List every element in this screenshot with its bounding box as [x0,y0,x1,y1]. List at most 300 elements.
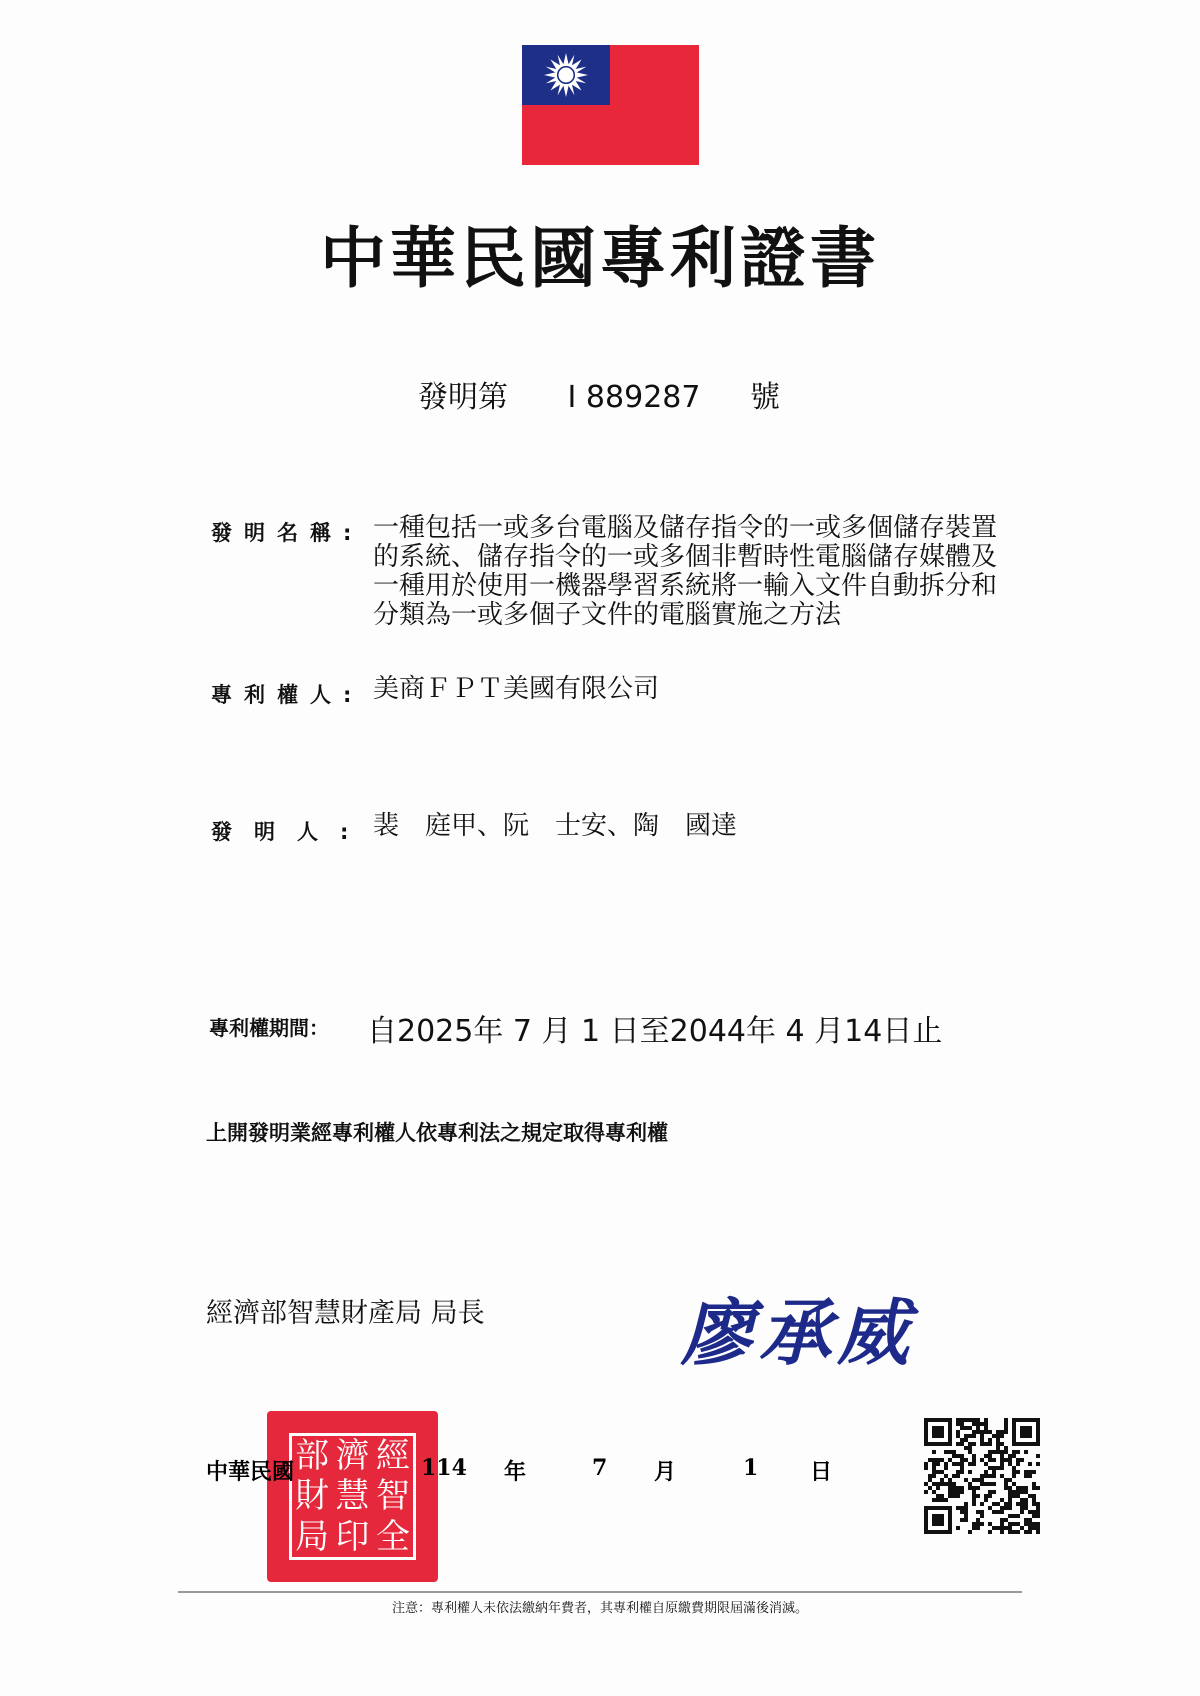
qr-module [1020,1498,1024,1502]
inventors-label: 發明人: [211,820,371,844]
qr-module [932,1466,936,1470]
qr-module [924,1482,928,1486]
date-month: 7 [592,1455,608,1481]
qr-module [1020,1526,1024,1530]
qr-module [972,1458,976,1462]
qr-module [940,1470,944,1474]
qr-module [968,1486,972,1490]
qr-module [1000,1474,1004,1478]
qr-module [1012,1470,1016,1474]
qr-module [1016,1494,1020,1498]
qr-module [928,1458,932,1462]
qr-module [1028,1518,1032,1522]
qr-module [960,1490,964,1494]
qr-module [1024,1490,1028,1494]
patent-term-label: 專利權期間： [209,1016,329,1040]
qr-module [960,1422,964,1426]
qr-module [932,1490,936,1494]
qr-module [1032,1482,1036,1486]
qr-module [936,1470,940,1474]
qr-module [936,1494,940,1498]
qr-module [1032,1486,1036,1490]
qr-module [932,1498,936,1502]
qr-module [1020,1510,1024,1514]
qr-module [1004,1446,1008,1450]
qr-module [992,1510,996,1514]
qr-module [960,1426,964,1430]
qr-module [956,1454,960,1458]
qr-module [932,1462,936,1466]
qr-module [928,1478,932,1482]
qr-module [968,1418,972,1422]
qr-module [928,1486,932,1490]
qr-module [948,1458,952,1462]
qr-module [944,1462,948,1466]
qr-module [1008,1458,1012,1462]
qr-module [1000,1510,1004,1514]
qr-module [956,1490,960,1494]
qr-module [924,1490,928,1494]
qr-module [1004,1430,1008,1434]
qr-module [960,1506,964,1510]
qr-module [976,1494,980,1498]
qr-module [1012,1474,1016,1478]
qr-module [956,1462,960,1466]
qr-module [992,1474,996,1478]
qr-module [976,1422,980,1426]
qr-module [980,1422,984,1426]
qr-module [952,1482,956,1486]
qr-module [960,1438,964,1442]
qr-module [996,1434,1000,1438]
qr-module [1036,1514,1040,1518]
patent-term-value: 自2025年 7 月 1 日至2044年 4 月14日止 [367,1014,943,1049]
qr-module [1012,1466,1016,1470]
qr-module [980,1478,984,1482]
qr-module [1024,1518,1028,1522]
qr-module [996,1446,1000,1450]
qr-module [960,1442,964,1446]
seal-character: 經 [375,1436,410,1476]
qr-module [952,1474,956,1478]
qr-module [1004,1526,1008,1530]
qr-module [1012,1450,1016,1454]
qr-module [984,1442,988,1446]
qr-module [960,1510,964,1514]
invention-name-value: 一種包括一或多台電腦及儲存指令的一或多個儲存裝置的系統、儲存指令的一或多個非暫時性電腦儲存媒體及一種用於使用一機器學習系統將一輸入文件自動拆分和分類為一或多個子文件的電腦實施之方法 [373,513,998,630]
footer-divider [178,1591,1022,1593]
qr-module [976,1486,980,1490]
qr-module [988,1474,992,1478]
qr-module [928,1474,932,1478]
qr-module [1036,1530,1040,1534]
qr-finder [932,1426,944,1438]
qr-module [1004,1482,1008,1486]
qr-module [988,1466,992,1470]
qr-module [956,1526,960,1530]
qr-module [956,1434,960,1438]
qr-module [1028,1494,1032,1498]
qr-module [1016,1530,1020,1534]
qr-module [1012,1490,1016,1494]
qr-module [992,1434,996,1438]
qr-module [996,1450,1000,1454]
certificate-title: 中華民國專利證書 [320,220,880,297]
qr-module [924,1462,928,1466]
qr-module [1012,1522,1016,1526]
date-day: 1 [743,1455,759,1481]
qr-module [972,1430,976,1434]
qr-module [980,1510,984,1514]
qr-module [968,1450,972,1454]
qr-module [1028,1526,1032,1530]
qr-module [1036,1502,1040,1506]
qr-module [1032,1522,1036,1526]
qr-module [984,1494,988,1498]
qr-module [1012,1454,1016,1458]
qr-module [1036,1486,1040,1490]
qr-module [960,1466,964,1470]
official-seal [267,1411,438,1582]
qr-module [940,1482,944,1486]
qr-module [956,1470,960,1474]
qr-module [1020,1486,1024,1490]
qr-module [956,1506,960,1510]
qr-module [980,1514,984,1518]
patent-number-line [418,372,780,416]
qr-module [1004,1518,1008,1522]
seal-character: 財 [295,1476,330,1517]
patentee-value: 美商ＦＰＴ美國有限公司 [373,674,660,704]
qr-module [952,1494,956,1498]
seal-character: 部 [295,1436,330,1476]
patentee-label: 專利權人: [211,683,364,707]
qr-module [1024,1502,1028,1506]
qr-module [964,1434,968,1438]
qr-module [1004,1426,1008,1430]
qr-module [1024,1450,1028,1454]
patent-number-prefix: 發明第 [418,380,508,415]
qr-module [1004,1486,1008,1490]
invention-name-label: 發明名稱: [211,521,364,545]
qr-module [1032,1470,1036,1474]
qr-module [1032,1526,1036,1530]
qr-module [964,1418,968,1422]
qr-module [1000,1434,1004,1438]
qr-module [1028,1522,1032,1526]
qr-module [1036,1462,1040,1466]
qr-module [996,1438,1000,1442]
qr-module [992,1482,996,1486]
qr-module [960,1470,964,1474]
qr-module [1008,1526,1012,1530]
qr-module [968,1482,972,1486]
qr-module [1000,1526,1004,1530]
qr-module [1008,1514,1012,1518]
qr-module [964,1502,968,1506]
qr-module [952,1454,956,1458]
qr-module [960,1454,964,1458]
qr-module [1028,1510,1032,1514]
qr-module [948,1486,952,1490]
qr-module [1032,1498,1036,1502]
qr-module [968,1442,972,1446]
qr-module [944,1482,948,1486]
qr-module [1008,1502,1012,1506]
qr-module [1004,1418,1008,1422]
qr-module [964,1510,968,1514]
seal-character: 印 [335,1516,370,1557]
qr-module [988,1450,992,1454]
seal-character: 全 [375,1516,410,1557]
qr-module [1024,1486,1028,1490]
qr-module [984,1418,988,1422]
grant-statement: 上開發明業經專利權人依專利法之規定取得專利權 [206,1121,668,1145]
qr-module [1000,1518,1004,1522]
qr-module [956,1486,960,1490]
qr-module [996,1502,1000,1506]
qr-module [948,1450,952,1454]
qr-module [968,1530,972,1534]
qr-module [1008,1478,1012,1482]
qr-module [988,1530,992,1534]
qr-module [936,1486,940,1490]
qr-module [1024,1506,1028,1510]
director-signature: 廖承威 [681,1290,916,1375]
qr-module [1032,1494,1036,1498]
qr-module [924,1466,928,1470]
qr-module [984,1470,988,1474]
qr-module [988,1430,992,1434]
director-title: 經濟部智慧財產局 局長 [206,1298,485,1329]
qr-module [992,1502,996,1506]
qr-module [984,1422,988,1426]
qr-module [1008,1522,1012,1526]
issue-date [206,1455,906,1485]
qr-module [1020,1458,1024,1462]
qr-module [976,1478,980,1482]
qr-module [1036,1506,1040,1510]
qr-finder [932,1514,944,1526]
qr-module [936,1458,940,1462]
qr-module [996,1442,1000,1446]
qr-module [1032,1514,1036,1518]
qr-module [1028,1462,1032,1466]
qr-module [932,1450,936,1454]
qr-module [1012,1482,1016,1486]
qr-module [940,1498,944,1502]
qr-module [1016,1502,1020,1506]
qr-module [1016,1522,1020,1526]
qr-module [940,1494,944,1498]
qr-module [1008,1498,1012,1502]
qr-module [1004,1478,1008,1482]
qr-module [980,1522,984,1526]
qr-module [932,1458,936,1462]
qr-module [972,1502,976,1506]
qr-module [976,1518,980,1522]
qr-module [952,1462,956,1466]
qr-module [988,1454,992,1458]
qr-module [968,1462,972,1466]
qr-module [980,1430,984,1434]
qr-module [964,1506,968,1510]
qr-module [1016,1470,1020,1474]
qr-module [948,1482,952,1486]
qr-module [996,1526,1000,1530]
qr-module [944,1498,948,1502]
qr-module [1036,1526,1040,1530]
qr-module [992,1466,996,1470]
qr-module [1016,1490,1020,1494]
qr-module [960,1462,964,1466]
qr-module [984,1426,988,1430]
qr-module [956,1422,960,1426]
qr-module [992,1490,996,1494]
qr-module [964,1518,968,1522]
qr-module [980,1438,984,1442]
qr-module [980,1502,984,1506]
qr-module [1028,1470,1032,1474]
qr-module [952,1450,956,1454]
qr-module [984,1462,988,1466]
qr-module [988,1482,992,1486]
qr-module [1020,1502,1024,1506]
qr-module [1004,1458,1008,1462]
qr-module [992,1458,996,1462]
qr-module [956,1430,960,1434]
qr-module [936,1482,940,1486]
qr-module [984,1474,988,1478]
qr-module [988,1442,992,1446]
white-sun-icon [543,52,589,98]
qr-module [972,1418,976,1422]
qr-module [948,1494,952,1498]
qr-module [972,1494,976,1498]
qr-module [964,1426,968,1430]
qr-module [952,1486,956,1490]
qr-module [960,1418,964,1422]
qr-module [1016,1450,1020,1454]
qr-module [972,1442,976,1446]
qr-module [1024,1470,1028,1474]
qr-module [1008,1486,1012,1490]
qr-module [996,1466,1000,1470]
qr-module [988,1438,992,1442]
qr-module [1000,1530,1004,1534]
qr-module [992,1450,996,1454]
qr-module [1016,1458,1020,1462]
seal-character: 濟 [335,1436,370,1476]
qr-module [1012,1494,1016,1498]
qr-module [968,1426,972,1430]
qr-module [984,1454,988,1458]
qr-module [940,1478,944,1482]
seal-character: 智 [375,1476,410,1517]
qr-module [1000,1458,1004,1462]
qr-module [944,1474,948,1478]
qr-module [972,1490,976,1494]
qr-module [1028,1474,1032,1478]
qr-module [936,1498,940,1502]
qr-module [1028,1530,1032,1534]
qr-module [1000,1506,1004,1510]
qr-module [1008,1494,1012,1498]
qr-module [984,1482,988,1486]
qr-module [960,1486,964,1490]
qr-module [968,1446,972,1450]
qr-code [924,1418,1040,1534]
qr-module [1024,1522,1028,1526]
date-era: 中華民國 [206,1460,295,1485]
qr-module [960,1518,964,1522]
qr-module [984,1430,988,1434]
qr-module [1016,1462,1020,1466]
qr-module [964,1514,968,1518]
qr-module [980,1434,984,1438]
qr-module [1020,1490,1024,1494]
qr-module [944,1450,948,1454]
qr-module [1024,1474,1028,1478]
qr-module [972,1462,976,1466]
qr-module [956,1494,960,1498]
qr-module [1012,1530,1016,1534]
qr-module [972,1498,976,1502]
seal-character: 局 [295,1516,330,1557]
qr-module [1008,1490,1012,1494]
qr-module [984,1498,988,1502]
qr-module [956,1474,960,1478]
qr-finder [1020,1426,1032,1438]
qr-module [1000,1442,1004,1446]
qr-module [940,1458,944,1462]
qr-module [996,1510,1000,1514]
qr-module [964,1446,968,1450]
qr-module [968,1434,972,1438]
qr-module [1000,1522,1004,1526]
qr-module [932,1470,936,1474]
qr-module [972,1526,976,1530]
qr-module [960,1458,964,1462]
qr-module [1036,1510,1040,1514]
date-year-unit: 年 [504,1460,527,1485]
inventors-value: 裴 庭甲、阮 士安、陶 國達 [373,811,738,841]
footer-note: 注意：專利權人未依法繳納年費者，其專利權自原繳費期限屆滿後消滅。 [391,1601,808,1616]
qr-module [964,1458,968,1462]
qr-module [968,1470,972,1474]
qr-module [988,1522,992,1526]
qr-module [980,1458,984,1462]
qr-module [1000,1462,1004,1466]
qr-module [988,1494,992,1498]
qr-module [1008,1530,1012,1534]
qr-module [976,1522,980,1526]
qr-module [972,1478,976,1482]
seal-character: 慧 [335,1476,370,1517]
date-month-unit: 月 [654,1460,677,1485]
qr-module [980,1474,984,1478]
qr-module [996,1430,1000,1434]
qr-module [976,1430,980,1434]
qr-module [988,1490,992,1494]
patent-number-suffix: 號 [750,380,780,415]
qr-module [1008,1462,1012,1466]
qr-module [1032,1510,1036,1514]
qr-module [1036,1522,1040,1526]
qr-module [932,1474,936,1478]
qr-module [976,1418,980,1422]
qr-module [972,1522,976,1526]
